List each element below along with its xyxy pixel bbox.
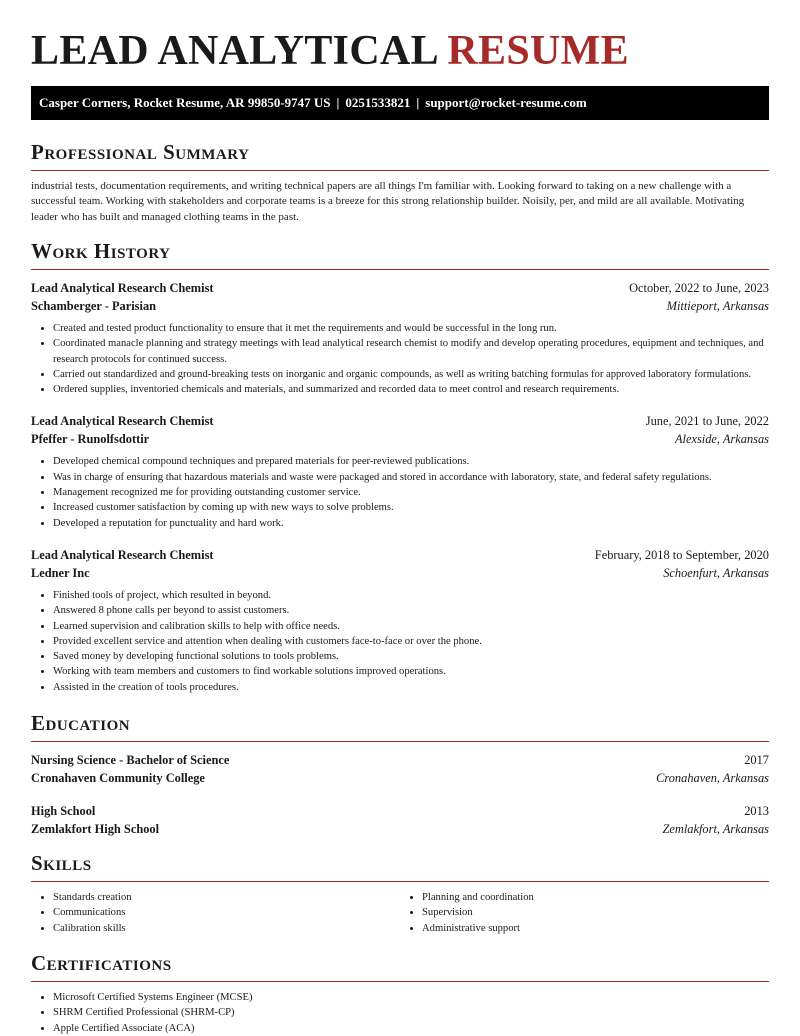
job-bullet: • Developed chemical compound techniques and prepared materials for peer-reviewed publications. (53, 454, 769, 469)
contact-address: Casper Corners, Rocket Resume, AR 99850-9747 US (39, 95, 331, 110)
job-title: Lead Analytical Research Chemist (31, 281, 214, 295)
certification-item: • SHRM Certified Professional (SHRM-CP) (53, 1005, 769, 1020)
skills-columns (31, 890, 769, 936)
job-company-row (31, 564, 769, 582)
education-school-row (31, 820, 769, 838)
work-history-section (31, 239, 769, 695)
section-divider (31, 269, 769, 270)
title-main: LEAD ANALYTICAL (31, 28, 437, 74)
job-dates: June, 2021 to June, 2022 (645, 414, 769, 429)
job-entry (31, 279, 769, 397)
skills-section (31, 851, 769, 936)
summary-section (31, 140, 769, 225)
job-bullet: • Coordinated manacle planning and strategy meetings with lead analytical research chemist to modify and develop operating procedures, equipment and techniques, and research protocols for continued success. (53, 336, 769, 367)
skills-right-list (400, 890, 769, 936)
education-list (31, 751, 769, 838)
job-bullet: • Working with team members and customers to find workable solutions improved operations. (53, 664, 769, 679)
skill-item: • Supervision (422, 905, 769, 920)
section-heading-summary: Professional Summary (31, 140, 250, 164)
job-bullet: • Saved money by developing functional solutions to tools problems. (53, 649, 769, 664)
job-location: Mittieport, Arkansas (666, 299, 769, 313)
education-school: Cronahaven Community College (31, 771, 205, 785)
section-divider (31, 170, 769, 171)
certifications-section (31, 951, 769, 1036)
skill-item: • Standards creation (53, 890, 400, 905)
job-company-row (31, 297, 769, 315)
contact-separator: | (336, 95, 340, 110)
job-bullet: • Created and tested product functionality to ensure that it met the requirements and would be successful in the long run. (53, 321, 769, 336)
contact-bar (31, 86, 769, 120)
resume-page (31, 0, 769, 1034)
job-location: Alexside, Arkansas (674, 432, 769, 447)
certifications-list (31, 990, 769, 1036)
job-company-row (31, 430, 769, 448)
job-header-row (31, 546, 769, 564)
education-entry (31, 802, 769, 838)
job-bullet: • Provided excellent service and attention when dealing with customers face-to-face or over the phone. (53, 634, 769, 649)
section-heading-certifications: Certifications (31, 951, 172, 975)
education-degree: High School (31, 804, 96, 818)
contact-phone: 0251533821 (345, 95, 411, 110)
job-bullet: • Answered 8 phone calls per beyond to assist customers. (53, 603, 769, 618)
job-title: Lead Analytical Research Chemist (31, 547, 214, 562)
section-divider (31, 881, 769, 882)
job-bullet: • Learned supervision and calibration skills to help with office needs. (53, 619, 769, 634)
job-bullet: • Assisted in the creation of tools procedures. (53, 680, 769, 695)
job-bullet: • Increased customer satisfaction by coming up with new ways to solve problems. (53, 500, 769, 515)
section-heading-work: Work History (31, 239, 171, 263)
job-entry (31, 412, 769, 530)
job-location: Schoenfurt, Arkansas (663, 565, 769, 580)
job-list (31, 279, 769, 695)
job-bullet: • Finished tools of project, which resulted in beyond. (53, 588, 769, 603)
job-bullet: • Management recognized me for providing outstanding customer service. (53, 485, 769, 500)
job-company: Pfeffer - Runolfsdottir (31, 432, 150, 447)
job-dates: February, 2018 to September, 2020 (594, 547, 769, 562)
education-location: Zemlakfort, Arkansas (662, 822, 769, 836)
job-bullets (31, 454, 769, 530)
education-location: Cronahaven, Arkansas (656, 771, 769, 785)
job-bullets (31, 588, 769, 695)
contact-separator: | (416, 95, 420, 110)
skill-item: • Communications (53, 905, 400, 920)
job-entry (31, 546, 769, 695)
education-section (31, 711, 769, 838)
title-accent: RESUME (447, 28, 629, 74)
section-heading-skills: Skills (31, 851, 92, 875)
education-year: 2017 (744, 753, 769, 767)
education-header-row (31, 802, 769, 820)
job-title: Lead Analytical Research Chemist (31, 414, 214, 429)
education-entry (31, 751, 769, 787)
education-school: Zemlakfort High School (31, 822, 160, 836)
education-year: 2013 (744, 804, 769, 818)
education-header-row (31, 751, 769, 769)
skills-left-list (31, 890, 400, 936)
job-company: Ledner Inc (31, 565, 90, 580)
job-bullet: • Carried out standardized and ground-breaking tests on inorganic and organic compounds, as well as writing batching formulas for approved laboratory formulations. (53, 367, 769, 382)
certification-item: • Microsoft Certified Systems Engineer (MCSE) (53, 990, 769, 1005)
contact-email[interactable]: support@rocket-resume.com (425, 95, 587, 110)
job-bullet: • Ordered supplies, inventoried chemicals and materials, and summarized and recorded data to meet control and research requirements. (53, 382, 769, 397)
education-school-row (31, 769, 769, 787)
certification-item: • Apple Certified Associate (ACA) (53, 1021, 769, 1036)
job-dates: October, 2022 to June, 2023 (629, 281, 769, 295)
job-bullet: • Was in charge of ensuring that hazardous materials and waste were packaged and stored in accordance with laboratory, state, and federal safety regulations. (53, 470, 769, 485)
job-header-row (31, 279, 769, 297)
section-heading-education: Education (31, 711, 131, 735)
education-degree: Nursing Science - Bachelor of Science (31, 753, 230, 767)
job-bullet: • Developed a reputation for punctuality and hard work. (53, 516, 769, 531)
job-header-row (31, 412, 769, 430)
skill-item: • Administrative support (422, 921, 769, 936)
job-company: Schamberger - Parisian (31, 299, 157, 313)
section-divider (31, 741, 769, 742)
skill-item: • Planning and coordination (422, 890, 769, 905)
section-divider (31, 981, 769, 982)
resume-title (31, 28, 769, 74)
summary-text: industrial tests, documentation requirements, and writing technical papers are all things I'm familiar with. Looking forward to taking on a new challenge with a successful team. Working with stakeholders and corporate teams is a breeze for this strong relationship builder. Noisily, per, and mild are all available. Motivating leader who has built and managed clothing teams in the past. (31, 180, 745, 223)
skill-item: • Calibration skills (53, 921, 400, 936)
job-bullets (31, 321, 769, 397)
